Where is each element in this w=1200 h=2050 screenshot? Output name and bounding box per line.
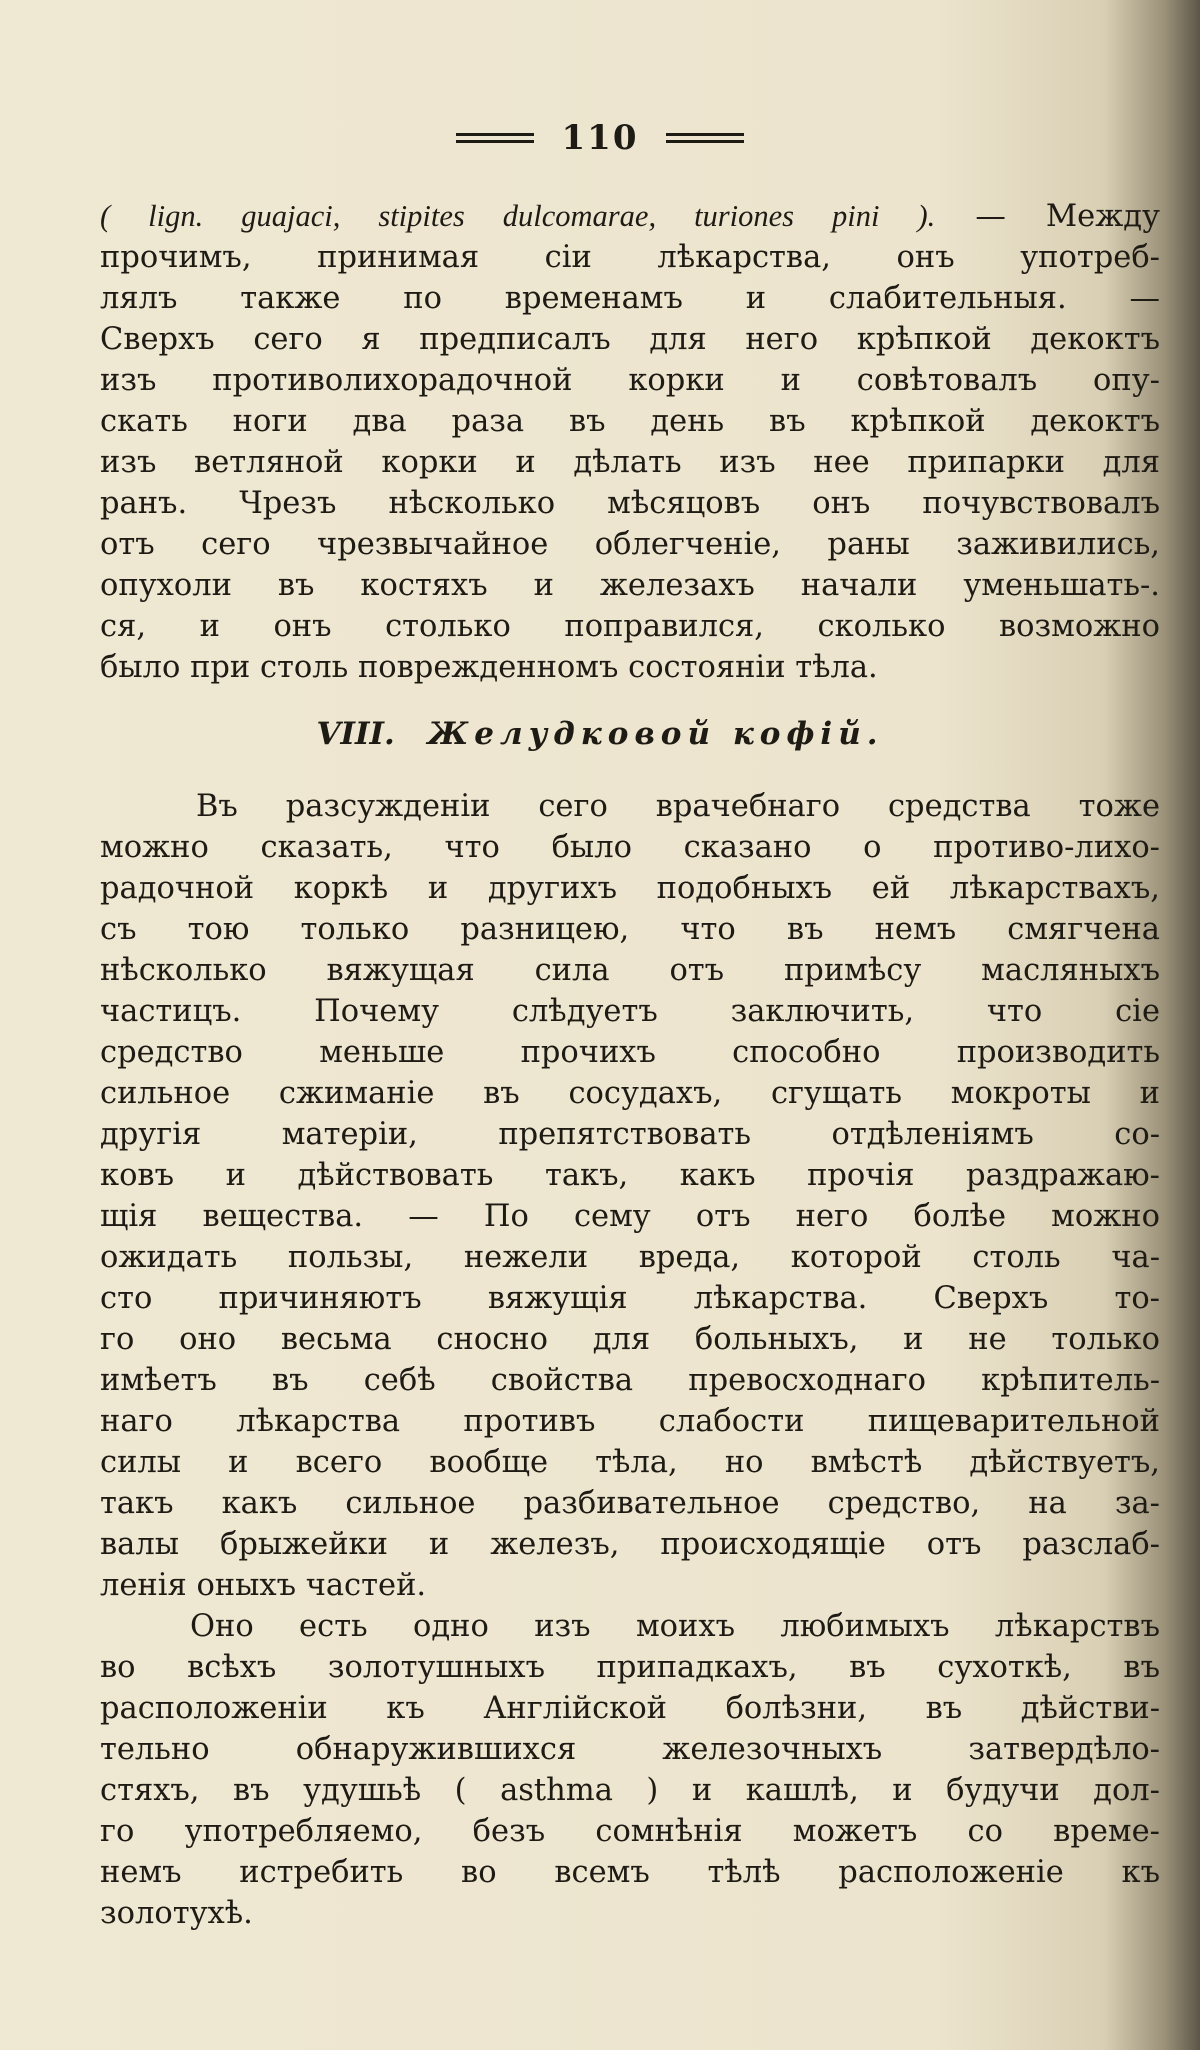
text-line: нѣсколько вяжущая сила отъ примѣсу масляныхъ bbox=[100, 953, 1160, 988]
text-line: Въ разсужденіи сего врачебнаго средства тоже bbox=[196, 789, 1160, 824]
text-line: расположеніи къ Англійской болѣзни, въ дѣйстви- bbox=[100, 1691, 1160, 1726]
text-line: съ тою только разницею, что въ немъ смягчена bbox=[100, 912, 1160, 947]
text-line: отъ сего чрезвычайное облегченіе, раны заживились, bbox=[100, 527, 1160, 562]
text-line: го употребляемо, безъ сомнѣнія можетъ со време- bbox=[100, 1814, 1160, 1849]
text-line: было при столь поврежденномъ состояніи тѣла. bbox=[100, 650, 878, 685]
text-line: немъ истребить во всемъ тѣлѣ расположеніе къ bbox=[100, 1855, 1160, 1890]
text-line: изъ ветляной корки и дѣлать изъ нее припарки для bbox=[100, 445, 1160, 480]
text-line: силы и всего вообще тѣла, но вмѣстѣ дѣйствуетъ, bbox=[100, 1445, 1160, 1480]
text-line: имѣетъ въ себѣ свойства превосходнаго крѣпитель- bbox=[100, 1363, 1160, 1398]
section-title: Желудковой кофій. bbox=[427, 716, 884, 752]
text-line: опухоли въ костяхъ и железахъ начали уменьшать-. bbox=[100, 568, 1160, 603]
text-line: тельно обнаружившихся железочныхъ затвердѣло- bbox=[100, 1732, 1160, 1767]
text-line: Оно есть одно изъ моихъ любимыхъ лѣкарствъ bbox=[190, 1609, 1160, 1644]
text-line: ранъ. Чрезъ нѣсколько мѣсяцовъ онъ почувствовалъ bbox=[100, 486, 1160, 521]
text-line: сильное сжиманіе въ сосудахъ, сгущать мокроты и bbox=[100, 1076, 1160, 1111]
text-line: золотухѣ. bbox=[100, 1896, 253, 1931]
text-line: прочимъ, принимая сіи лѣкарства, онъ употреб- bbox=[100, 240, 1160, 275]
paragraph-3 bbox=[100, 1606, 1160, 1934]
text-line bbox=[100, 196, 1160, 237]
page-header bbox=[0, 118, 1200, 158]
latin-phrase: ( lign. guajaci, stipites dulcomarae, turiones pini ). bbox=[100, 199, 936, 233]
text-line: другія матеріи, препятствовать отдѣленіямъ со- bbox=[100, 1117, 1160, 1152]
text-line: го оно весьма сносно для больныхъ, и не только bbox=[100, 1322, 1160, 1357]
text-line: стяхъ, въ удушьѣ ( asthma ) и кашлѣ, и будучи дол- bbox=[100, 1773, 1160, 1808]
text-line: ся, и онъ столько поправился, сколько возможно bbox=[100, 609, 1160, 644]
text-line: частицъ. Почему слѣдуетъ заключить, что сіе bbox=[100, 994, 1160, 1029]
text-line: во всѣхъ золотушныхъ припадкахъ, въ сухоткѣ, въ bbox=[100, 1650, 1160, 1685]
text-line: радочной коркѣ и другихъ подобныхъ ей лѣкарствахъ, bbox=[100, 871, 1160, 906]
text-line-segment: — Между bbox=[975, 199, 1160, 234]
text-line: ожидать пользы, нежели вреда, которой столь ча- bbox=[100, 1240, 1160, 1275]
text-line: наго лѣкарства противъ слабости пищеварительной bbox=[100, 1404, 1160, 1439]
page-number: 110 bbox=[561, 118, 639, 158]
text-line: валы брыжейки и железъ, происходящіе отъ разслаб- bbox=[100, 1527, 1160, 1562]
text-line: ленія оныхъ частей. bbox=[100, 1568, 427, 1603]
text-line: ковъ и дѣйствовать такъ, какъ прочія раздражаю- bbox=[100, 1158, 1160, 1193]
text-line: сто причиняютъ вяжущія лѣкарства. Сверхъ то- bbox=[100, 1281, 1160, 1316]
text-line: средство меньше прочихъ способно производить bbox=[100, 1035, 1160, 1070]
paragraph-1 bbox=[100, 196, 1160, 688]
text-line: скать ноги два раза въ день въ крѣпкой декоктъ bbox=[100, 404, 1160, 439]
text-line: изъ противолихорадочной корки и совѣтовалъ опу- bbox=[100, 363, 1160, 398]
header-rule-left bbox=[456, 133, 534, 143]
section-heading bbox=[0, 716, 1200, 752]
header-rule-right bbox=[666, 133, 744, 143]
text-line: такъ какъ сильное разбивательное средство, на за- bbox=[100, 1486, 1160, 1521]
text-line: лялъ также по временамъ и слабительныя. — bbox=[100, 281, 1160, 316]
section-number: VIII. bbox=[316, 716, 395, 752]
text-line: щія вещества. — По сему отъ него болѣе можно bbox=[100, 1199, 1160, 1234]
paragraph-2 bbox=[100, 786, 1160, 1606]
text-line: можно сказать, что было сказано о противо-лихо- bbox=[100, 830, 1160, 865]
text-line: Сверхъ сего я предписалъ для него крѣпкой декоктъ bbox=[100, 322, 1160, 357]
